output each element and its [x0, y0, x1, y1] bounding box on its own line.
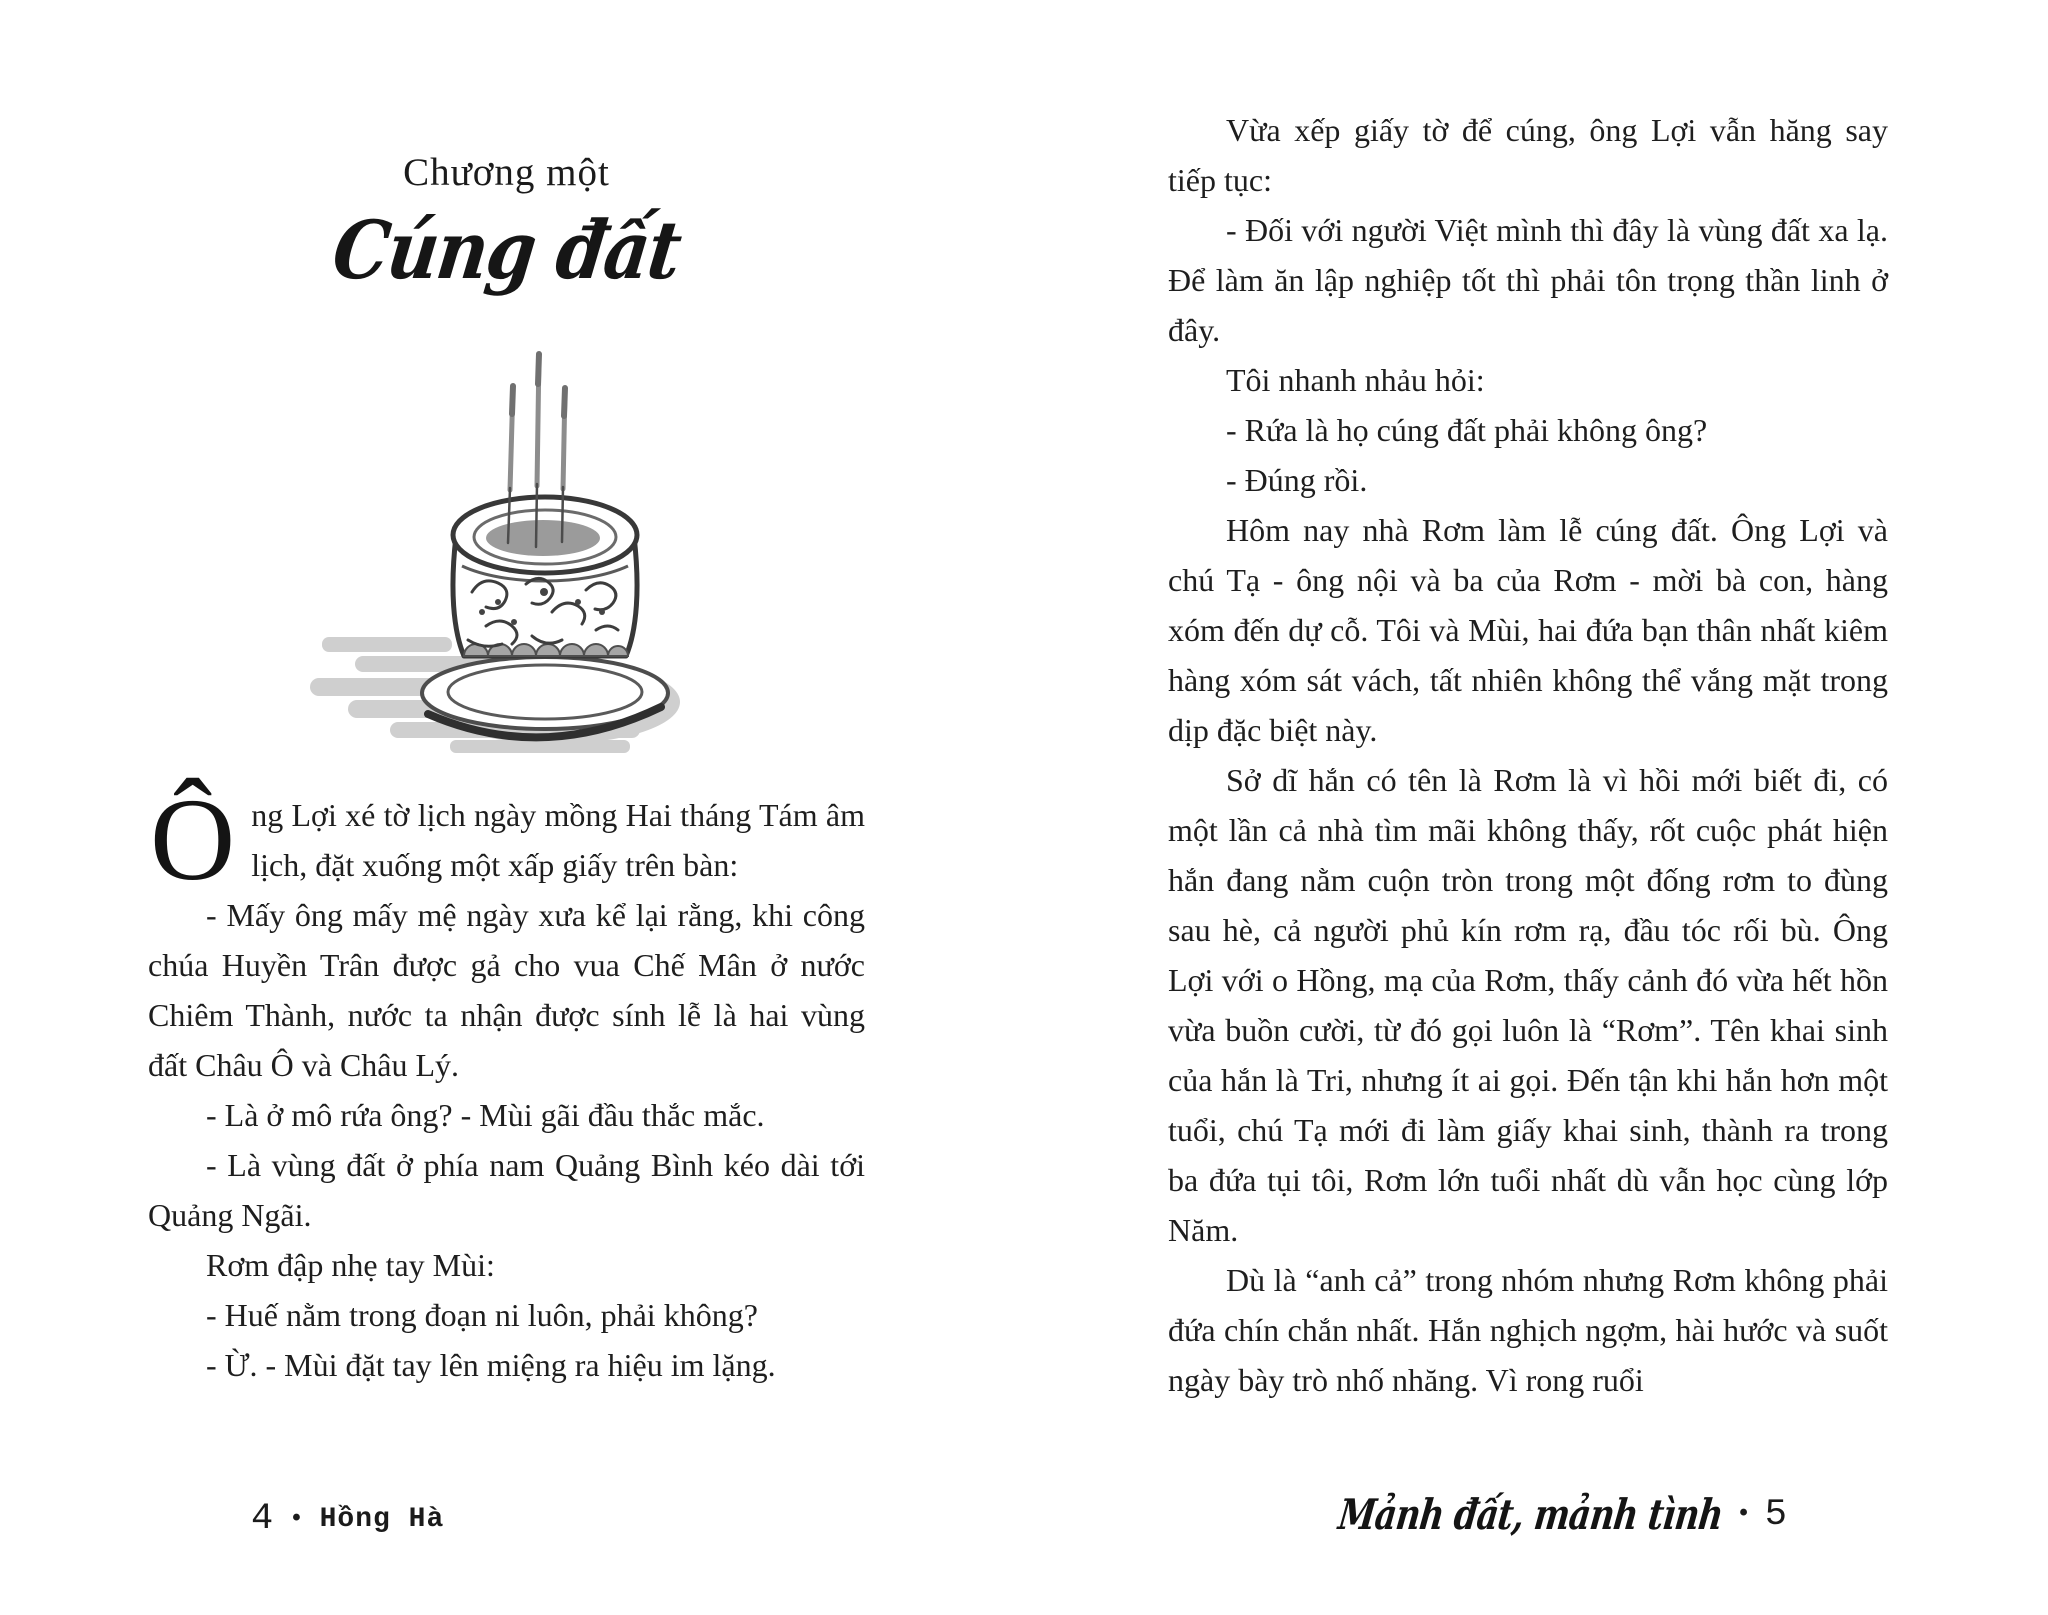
- paragraph: - Ừ. - Mùi đặt tay lên miệng ra hiệu im lặng.: [206, 1347, 776, 1383]
- footer-separator-dot: •: [1736, 1501, 1751, 1528]
- left-page-footer: [251, 1498, 444, 1540]
- chapter-title: Cúng đất: [328, 203, 685, 297]
- paragraph: Rơm đập nhẹ tay Mùi:: [206, 1247, 495, 1283]
- right-page: [1168, 0, 1888, 1615]
- paragraph: - Là ở mô rứa ông? - Mùi gãi đầu thắc mắc.: [206, 1097, 765, 1133]
- footer-separator-dot: •: [289, 1505, 304, 1533]
- paragraph: Hôm nay nhà Rơm làm lễ cúng đất. Ông Lợi và chú Tạ - ông nội và ba của Rơm - mời bà con, hàng xóm đến dự cỗ. Tôi và Mùi, hai đứa bạn thân nhất kiêm hàng xóm sát vách, tất nhiên không thể vắng mặt trong dịp đặc biệt này.: [1168, 512, 1888, 748]
- paragraph: - Là vùng đất ở phía nam Quảng Bình kéo dài tới Quảng Ngãi.: [148, 1147, 865, 1233]
- paragraph: Vừa xếp giấy tờ để cúng, ông Lợi vẫn hăng say tiếp tục:: [1168, 112, 1888, 198]
- pot-rim: [453, 497, 637, 573]
- right-page-number: 5: [1764, 1493, 1787, 1536]
- paragraph: - Đúng rồi.: [1226, 462, 1368, 498]
- right-page-body-text: [1168, 105, 1888, 1405]
- drop-cap: Ô: [150, 774, 236, 905]
- paragraph: - Huế nằm trong đoạn ni luôn, phải không?: [206, 1297, 758, 1333]
- left-page: [148, 0, 865, 1615]
- running-footer-book-title: Mảnh đất, mảnh tình: [1335, 1490, 1726, 1539]
- incense-pot-illustration: [300, 340, 680, 760]
- left-page-body-text: [148, 774, 865, 1390]
- paragraph: - Đối với người Việt mình thì đây là vùng đất xa lạ. Để làm ăn lập nghiệp tốt thì phải tôn trọng thần linh ở đây.: [1168, 212, 1888, 348]
- paragraph: Dù là “anh cả” trong nhóm nhưng Rơm không phải đứa chín chắn nhất. Hắn nghịch ngợm, hài hước và suốt ngày bày trò nhố nhăng. Vì rong ruổi: [1168, 1262, 1888, 1398]
- left-page-number: 4: [251, 1498, 274, 1540]
- paragraph: Tôi nhanh nhảu hỏi:: [1226, 362, 1485, 398]
- paragraph: Sở dĩ hắn có tên là Rơm là vì hồi mới biết đi, có một lần cả nhà tìm mãi không thấy, rốt cuộc phát hiện hắn đang nằm cuộn tròn trong một đống rơm to đùng sau hè, cả người phủ kín rơm rạ, đầu tóc rối bù. Ông Lợi với o Hồng, mạ của Rơm, thấy cảnh đó vừa hết hồn vừa buồn cười, từ đó gọi luôn là “Rơm”. Tên khai sinh của hắn là Tri, nhưng ít ai gọi. Đến tận khi hắn hơn một tuổi, chú Tạ mới đi làm giấy khai sinh, thành ra trong ba đứa tụi tôi, Rơm lớn tuổi nhất dù vẫn học cùng lớp Năm.: [1168, 762, 1888, 1248]
- paragraph: Ông Lợi xé tờ lịch ngày mồng Hai tháng Tám âm lịch, đặt xuống một xấp giấy trên bàn:: [150, 774, 865, 905]
- paragraph: - Rứa là họ cúng đất phải không ông?: [1226, 412, 1708, 448]
- running-footer-author: Hồng Hà: [319, 1503, 445, 1535]
- paragraph: - Mấy ông mấy mệ ngày xưa kể lại rằng, khi công chúa Huyền Trân được gả cho vua Chế Mân ở nước Chiêm Thành, nước ta nhận được sính lễ là hai vùng đất Châu Ô và Châu Lý.: [148, 897, 865, 1083]
- chapter-label: Chương một: [403, 151, 610, 194]
- right-page-footer: [1243, 1490, 1787, 1539]
